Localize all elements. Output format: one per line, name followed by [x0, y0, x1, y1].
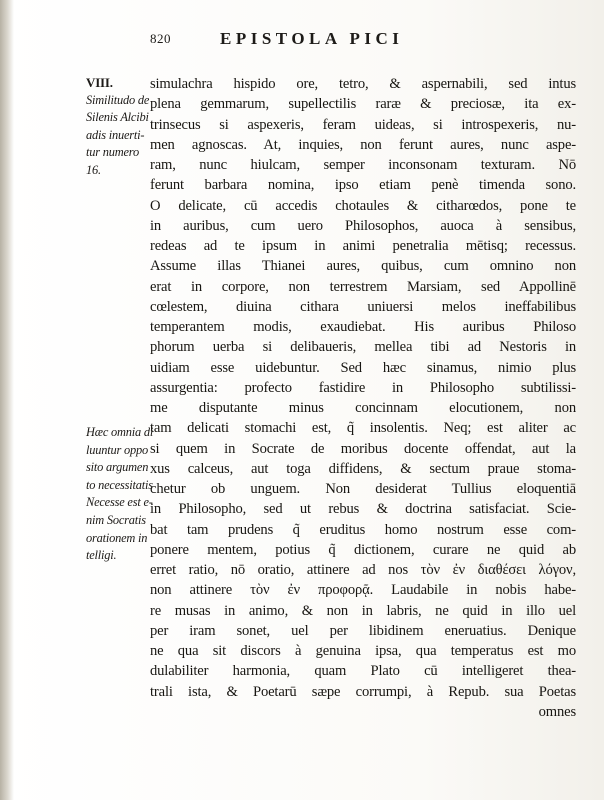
marginal-note-line: tur numero — [86, 145, 139, 160]
text-line: in Philosopho, sed ut rebus & doctrina satisfaciat. Scie- — [150, 501, 576, 518]
text-line: bat tam prudens q̃ eruditus homo nostrum esse com- — [150, 521, 576, 538]
text-line: redeas ad te ipsum in animi penetralia mētisq; recessus. — [150, 238, 576, 254]
marginal-note-line: orationem in — [86, 530, 148, 545]
text-line: me disputante minus concinnam elocutionem, non — [150, 400, 576, 416]
text-line: ne qua sit discors à genuina ipsa, qua temperatus est mo — [150, 643, 576, 659]
text-line: ferunt barbara nomina, ipso etiam penè timenda sono. — [150, 177, 576, 194]
text-line: plena gemmarum, supellectilis raræ & preciosæ, ita ex- — [150, 96, 576, 113]
text-line: cœlestem, diuina cithara uniuersi melos ineffabilibus — [150, 298, 576, 315]
text-line: erat in corpore, non terrestrem Marsiam, sed Appollinē — [150, 278, 576, 295]
marginal-note-line: Similitudo de — [86, 92, 150, 107]
text-line: tam delicati stomachi est, q̃ insolentis. Neq; est aliter ac — [150, 420, 576, 437]
marginal-note-line: Silenis Alcibi — [86, 110, 149, 125]
marginal-note-line: sito argumen — [86, 460, 149, 475]
page-binding-shadow — [0, 0, 14, 800]
marginal-note-line: nim Socratis — [86, 512, 146, 527]
text-line: trinsecus si aspexeris, feram uideas, si introspexeris, nu- — [150, 116, 576, 133]
marginal-note-line: telligi. — [86, 548, 117, 563]
text-line: non attinere τὸν ἐν προφορᾷ. Laudabile in nobis habe- — [150, 582, 576, 599]
text-line: uidiam esse uidebuntur. Sed hæc sinamus, nimio plus — [150, 359, 576, 376]
marginal-note-line: Necesse est e- — [86, 495, 153, 510]
text-line-catchword: omnes — [538, 703, 576, 720]
text-line: men agnoscas. At, inquies, non ferunt aures, nunc aspe- — [150, 136, 576, 153]
marginal-note-line: Hæc omnia di — [86, 425, 154, 439]
text-line: xus calceus, aut toga diffidens, & sectum praue stoma- — [150, 460, 576, 477]
text-line: temperantem modis, exaudiebat. His auribus Philoso — [150, 319, 576, 335]
text-line: simulachra hispido ore, tetro, & aspernabili, sed intus — [150, 76, 576, 92]
marginal-note-line: to necessitatis — [86, 477, 153, 492]
page-number: 820 — [150, 31, 171, 46]
text-line: re musas in animo, & non in labris, ne quid in illo uel — [150, 602, 576, 619]
text-line: phorum uerba si delibaueris, mellea tibi ad Nestoris in — [150, 339, 576, 356]
running-head — [150, 29, 580, 49]
text-line: assurgentia: profecto fastidire in Philosopho subtilissi- — [150, 379, 576, 396]
marginal-note-line: luuntur oppo — [86, 442, 148, 457]
text-line: dulabiliter harmonia, quam Plato cū intelligeret thea- — [150, 663, 576, 680]
text-line: O delicate, cū accedis chotaules & citharœdos, pone te — [150, 197, 576, 214]
text-line: chetur ob unguem. Non desiderat Tullius eloquentiā — [150, 481, 576, 497]
text-line: Assume illas Thianei aures, quibus, cum omnino non — [150, 258, 576, 275]
marginal-note-line: VIII. — [86, 75, 113, 90]
marginal-note-line: 16. — [86, 162, 101, 177]
text-line: ram, nunc hiulcam, semper inconsonam texturam. Nō — [150, 157, 576, 173]
text-line: si quem in Socrate de moribus docente offendat, aut la — [150, 440, 576, 457]
text-line: trali ista, & Poetarū sæpe corrumpi, à Repub. sua Poetas — [150, 683, 576, 700]
text-line: per iram sonet, uel per libidinem eneruatius. Denique — [150, 622, 576, 639]
marginal-note-line: adis inuerti- — [86, 127, 145, 142]
text-line: in auribus, cum uero Philosophos, auoca à sensibus, — [150, 217, 576, 234]
text-line: ponere mentem, potius q̃ dictionem, curare ne quid ab — [150, 541, 576, 558]
main-text-block — [150, 74, 576, 722]
running-title: EPISTOLA PICI — [220, 29, 404, 48]
text-line: erret ratio, nō oratio, attinere ad nos τὸν ἐν διαθέσει λόγον, — [150, 562, 576, 578]
